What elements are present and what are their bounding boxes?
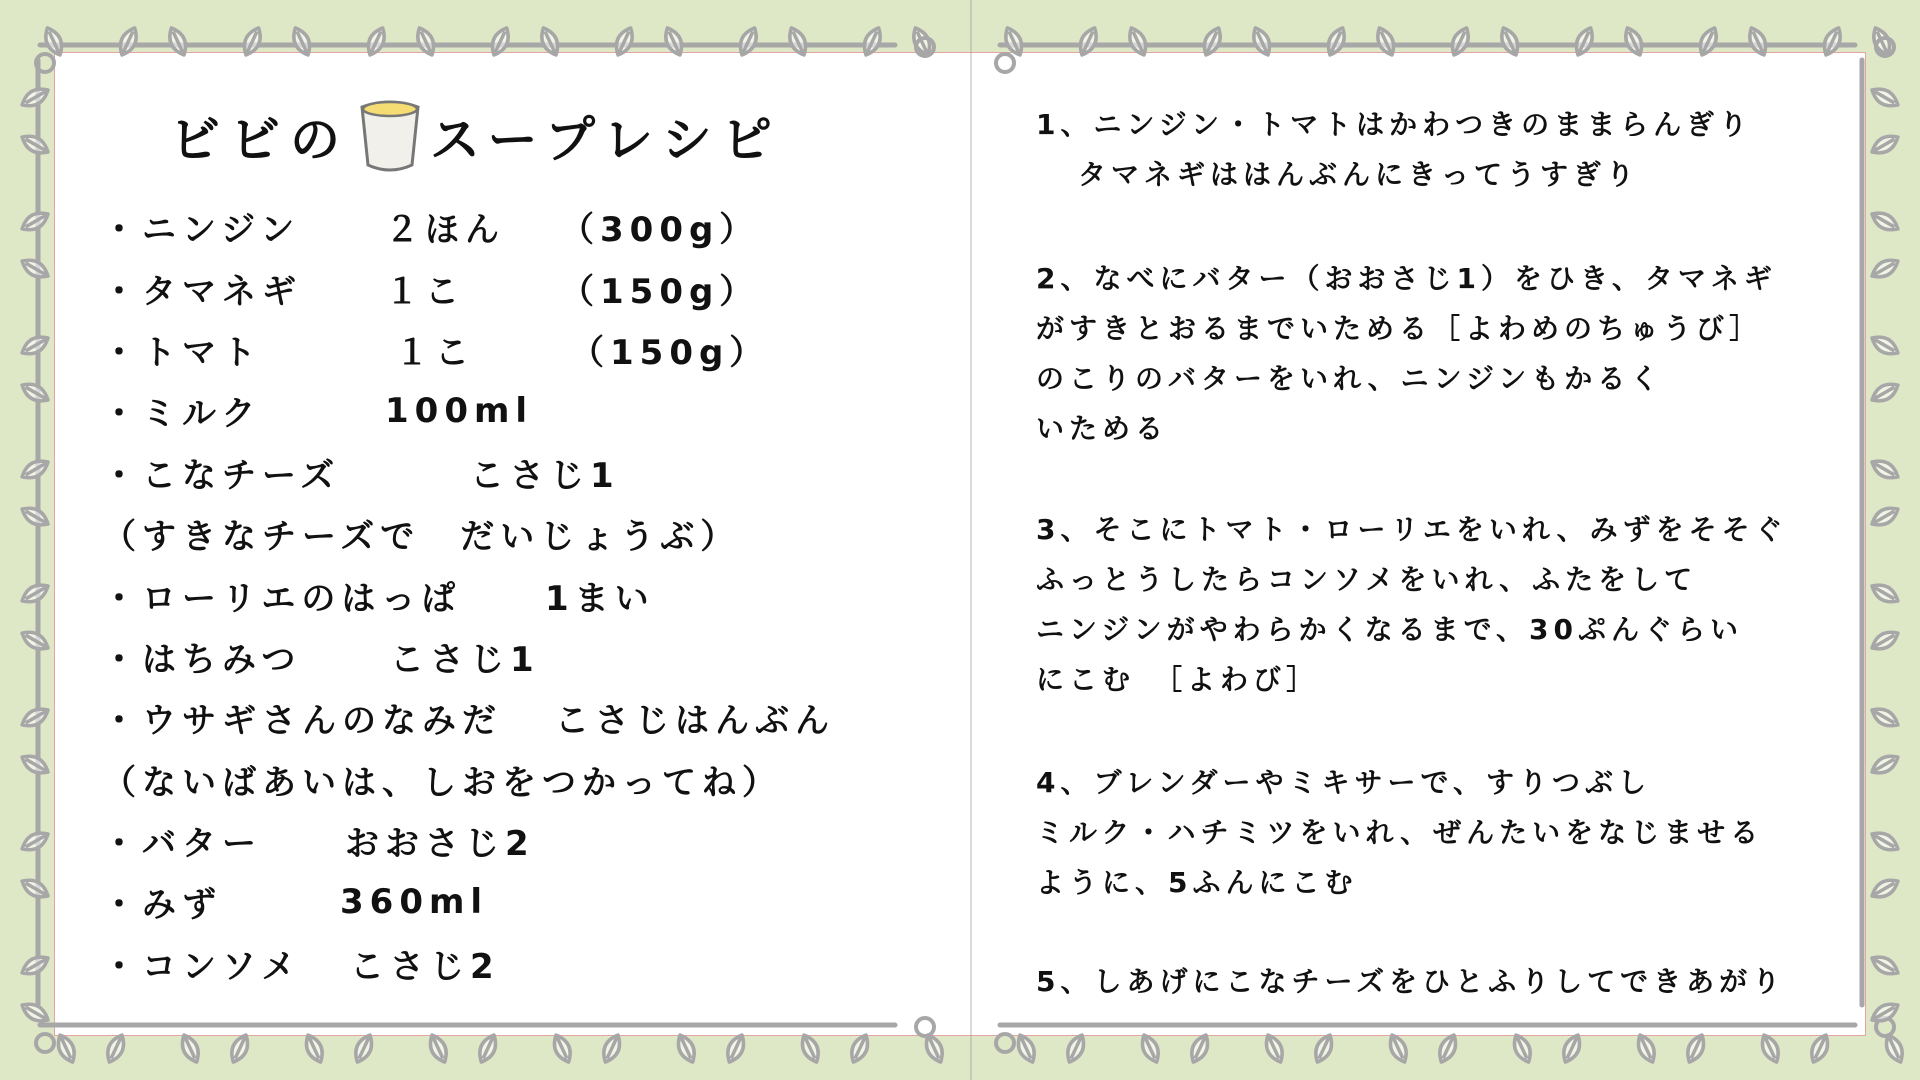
leaf-icon	[1063, 1032, 1088, 1065]
instruction-line: ように、5ふんにこむ	[1036, 866, 1358, 899]
vine-curl	[996, 54, 1014, 72]
leaf-icon	[426, 1032, 451, 1065]
instruction-line: のこりのバターをいれ、ニンジンもかるく	[1036, 362, 1664, 395]
leaf-icon	[599, 1032, 624, 1065]
leaf-icon	[1869, 255, 1902, 282]
leaf-icon	[860, 25, 885, 58]
leaf-icon	[1187, 1032, 1212, 1065]
ingredient-amount: おおさじ2	[345, 824, 535, 865]
ingredient-row	[102, 871, 932, 932]
leaf-icon	[1820, 25, 1845, 58]
leaf-icon	[1758, 1032, 1783, 1065]
ingredient-amount: １こ	[385, 271, 465, 312]
leaf-icon	[19, 208, 52, 235]
leaf-icon	[1249, 25, 1274, 58]
soup-cup-icon	[354, 97, 426, 175]
instruction-line: ふっとうしたらコンソメをいれ、ふたをして	[1036, 563, 1698, 596]
ingredient-row	[102, 626, 932, 687]
leaf-icon	[798, 1032, 823, 1065]
ingredient-row	[102, 196, 932, 257]
leaf-icon	[19, 332, 52, 359]
ingredient-name: ・ローリエのはっぱ	[102, 578, 462, 619]
page-title	[170, 96, 782, 176]
instruction-step	[1036, 957, 1826, 1007]
leaf-icon	[364, 25, 389, 58]
leaf-icon	[19, 503, 52, 530]
ingredient-amount: 360ml	[340, 881, 489, 922]
leaf-icon	[1869, 627, 1902, 654]
leaf-icon	[1200, 25, 1225, 58]
ingredient-amount: こさじ1	[390, 639, 540, 680]
leaf-icon	[54, 1032, 79, 1065]
leaf-icon	[19, 999, 52, 1026]
instruction-line: 2、なべにバター（おおさじ1）をひき、タマネギ	[1036, 262, 1777, 295]
leaf-icon	[1869, 208, 1902, 235]
leaf-icon	[1435, 1032, 1460, 1065]
leaf-icon	[847, 1032, 872, 1065]
leaf-icon	[1869, 131, 1902, 158]
ingredient-name: ・タマネギ	[102, 271, 302, 312]
leaf-icon	[736, 25, 761, 58]
leaf-icon	[1634, 1032, 1659, 1065]
leaf-icon	[19, 456, 52, 483]
leaf-icon	[1745, 25, 1770, 58]
leaf-icon	[1683, 1032, 1708, 1065]
leaf-icon	[19, 828, 52, 855]
ingredients-list	[102, 196, 932, 994]
instruction-step	[1036, 505, 1826, 705]
ingredient-row	[102, 810, 932, 871]
leaf-icon	[1138, 1032, 1163, 1065]
leaf-icon	[661, 25, 686, 58]
ingredient-name: ・こなチーズ	[102, 455, 341, 496]
instruction-step	[1036, 254, 1826, 454]
leaf-icon	[1869, 952, 1902, 979]
leaf-icon	[1125, 25, 1150, 58]
instruction-line: 4、ブレンダーやミキサーで、すりつぶし	[1036, 766, 1651, 799]
leaf-icon	[785, 25, 810, 58]
instruction-line: タマネギははんぶんにきってうすぎり	[1078, 158, 1640, 191]
instruction-line: 5、しあげにこなチーズをひとふりしてできあがり	[1036, 965, 1786, 998]
leaf-icon	[1324, 25, 1349, 58]
leaf-icon	[19, 580, 52, 607]
ingredient-name: ・はちみつ	[102, 639, 302, 680]
ingredient-row	[102, 749, 932, 810]
leaf-icon	[19, 84, 52, 111]
title-part-1: ビビの	[170, 111, 350, 169]
ingredient-name: ・トマト	[102, 332, 262, 373]
vine-curl	[36, 1034, 54, 1052]
leaf-icon	[1869, 751, 1902, 778]
leaf-icon	[19, 751, 52, 778]
title-part-2: スープレシピ	[430, 111, 782, 169]
leaf-icon	[19, 627, 52, 654]
instruction-line: 1、ニンジン・トマトはかわつきのままらんぎり	[1036, 108, 1753, 141]
leaf-icon	[227, 1032, 252, 1065]
leaf-icon	[103, 1032, 128, 1065]
ingredient-name: ・みず	[102, 885, 222, 926]
leaf-icon	[289, 25, 314, 58]
instruction-step	[1036, 100, 1826, 200]
ingredient-amount: こさじ1	[470, 455, 620, 496]
ingredient-name: ・コンソメ	[102, 946, 302, 987]
instruction-step	[1036, 758, 1826, 908]
ingredient-name: ・ミルク	[102, 394, 262, 435]
leaf-icon	[1869, 379, 1902, 406]
ingredient-name: ・ウサギさんのなみだ	[102, 701, 502, 742]
ingredient-amount: こさじはんぶん	[555, 701, 835, 742]
ingredient-amount: こさじ2	[350, 946, 500, 987]
leaf-icon	[1869, 999, 1902, 1026]
leaf-icon	[1869, 332, 1902, 359]
leaf-icon	[1869, 704, 1902, 731]
instruction-line: がすきとおるまでいためる［よわめのちゅうび］	[1036, 312, 1763, 345]
leaf-icon	[1448, 25, 1473, 58]
leaf-icon	[1386, 1032, 1411, 1065]
leaf-icon	[413, 25, 438, 58]
leaf-icon	[1262, 1032, 1287, 1065]
leaf-icon	[1869, 828, 1902, 855]
instruction-line: 3、そこにトマト・ローリエをいれ、みずをそそぐ	[1036, 513, 1788, 546]
ingredient-weight: （150g）	[570, 332, 770, 373]
ingredient-row	[102, 257, 932, 318]
leaf-icon	[1559, 1032, 1584, 1065]
ingredient-row	[102, 442, 932, 503]
ingredient-row	[102, 564, 932, 625]
leaf-icon	[1869, 84, 1902, 111]
leaf-icon	[19, 952, 52, 979]
leaf-icon	[1510, 1032, 1535, 1065]
leaf-icon	[19, 131, 52, 158]
vine-curl	[916, 1018, 934, 1036]
leaf-icon	[19, 379, 52, 406]
leaf-icon	[240, 25, 265, 58]
leaf-icon	[1621, 25, 1646, 58]
ingredient-row	[102, 380, 932, 441]
ingredient-amount: １こ	[395, 332, 475, 373]
leaf-icon	[1807, 1032, 1832, 1065]
instruction-line: ニンジンがやわらかくなるまで、30ぷんぐらい	[1036, 613, 1744, 646]
instruction-line: ミルク・ハチミツをいれ、ぜんたいをなじませる	[1036, 816, 1764, 849]
leaf-icon	[351, 1032, 376, 1065]
leaf-icon	[1014, 1032, 1039, 1065]
leaf-icon	[537, 25, 562, 58]
leaf-icon	[550, 1032, 575, 1065]
leaf-icon	[1869, 875, 1902, 902]
leaf-icon	[19, 875, 52, 902]
ingredient-name: （ないばあいは、しおをつかってね）	[102, 762, 782, 803]
leaf-icon	[1311, 1032, 1336, 1065]
ingredient-amount: 100ml	[385, 390, 534, 431]
leaf-icon	[723, 1032, 748, 1065]
ingredient-row	[102, 933, 932, 994]
leaf-icon	[1497, 25, 1522, 58]
leaf-icon	[612, 25, 637, 58]
ingredient-row	[102, 319, 932, 380]
ingredient-weight: （300g）	[560, 210, 760, 251]
leaf-icon	[1869, 503, 1902, 530]
ingredient-weight: （150g）	[560, 271, 760, 312]
ingredient-row	[102, 503, 932, 564]
leaf-icon	[1572, 25, 1597, 58]
ingredient-row	[102, 687, 932, 748]
instruction-line: にこむ ［よわび］	[1036, 663, 1320, 696]
ingredient-amount: 1まい	[545, 578, 655, 619]
ingredient-name: （すきなチーズで だいじょうぶ）	[102, 517, 741, 558]
leaf-icon	[1076, 25, 1101, 58]
leaf-icon	[674, 1032, 699, 1065]
instruction-line: いためる	[1036, 412, 1169, 445]
ingredient-name: ・ニンジン	[102, 210, 301, 251]
leaf-icon	[488, 25, 513, 58]
leaf-icon	[302, 1032, 327, 1065]
leaf-icon	[165, 25, 190, 58]
ingredient-amount: ２ほん	[385, 210, 505, 251]
leaf-icon	[1869, 580, 1902, 607]
ingredient-name: ・バター	[102, 824, 262, 865]
vine-curl	[996, 1034, 1014, 1052]
leaf-icon	[19, 704, 52, 731]
leaf-icon	[1869, 456, 1902, 483]
leaf-icon	[19, 255, 52, 282]
leaf-icon	[1373, 25, 1398, 58]
leaf-icon	[475, 1032, 500, 1065]
leaf-icon	[178, 1032, 203, 1065]
leaf-icon	[1696, 25, 1721, 58]
leaf-icon	[116, 25, 141, 58]
